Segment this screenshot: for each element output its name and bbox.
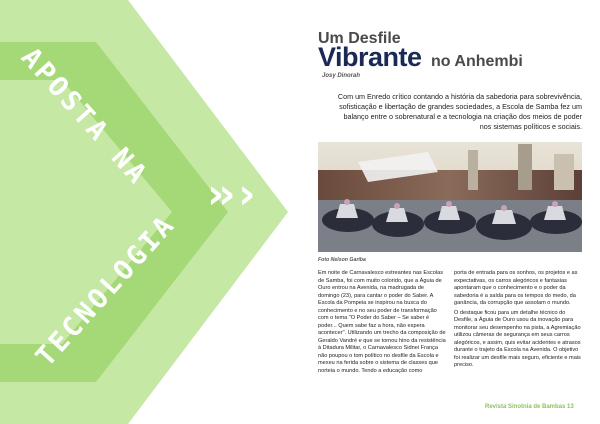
title-end: no Anhembi: [431, 53, 523, 70]
heading-line-1: APOSTA NA: [14, 42, 154, 192]
title-big: Vibrante: [318, 42, 422, 72]
body-column-2: [454, 270, 582, 372]
paragraph: Em noite de Carnavalesco estreantes nas Escolas de Samba, foi com muito colorido, que a Águia de Ouro entrou na Avenida, na madrugada de domingo (23), para cantar o poder do Saber. A Escola da Pompeia se inspirou na busca do conhecimento e no seu poder de transformação com o tema "O Poder do Saber – Se saber é poder... Quem sabe faz a hora, não espera acontecer". Utilizando um trecho da composição de Geraldo Vandré e que se tornou hino da resistência à Ditadura Militar, o Carnavalesco Sidnei França não poupou o tom político no desfile da Escola e mexeu na ferida sobre o sistema de classes que norteia o mundo. Tendo a educação como: [318, 270, 446, 374]
lead-paragraph: Com um Enredo crítico contando a história da sabedoria para sobrevivência, sofisticação e libertação de grandes sociedades, a Escola de Samba fez um balanço entre o sobrenatural e a tecnologia na criação dos meios de poder nos sistemas políticos e sociais.: [337, 92, 582, 131]
double-chevron-icon: ›› ›: [207, 169, 250, 218]
page-footer: Revista Sinotnia de Bambas 13: [485, 404, 574, 410]
parade-photo: [318, 142, 582, 252]
title-small: Um Desfile: [318, 30, 401, 47]
paragraph: porta de entrada para os sonhos, os projetos e as expectativas, os carros alegóricos e fantasias apontaram que o conhecimento e o poder da sabedoria é a saída para os tempos do medo, da ganância, da corrupção que assolam o mundo.: [454, 270, 578, 306]
parade-photo-image: [318, 142, 582, 252]
body-column-1: [318, 270, 446, 377]
author: Josy Dinorah: [322, 73, 361, 79]
paragraph: O destaque ficou para um detalhe técnico do Desfile, a Águia de Ouro usou da inovação para monitorar seu desempenho na pista, a Agremiação utilizou câmeras de segurança em seus carros alegóricos, e assim, quis evitar acidentes e atrasos durante o trajeto da Escola na Avenida. O objetivo foi realizar um desfile mais seguro, eficiente e mais preciso.: [454, 309, 581, 368]
photo-caption: Foto Nelson Gariba: [318, 257, 366, 263]
article: [300, 0, 600, 424]
heading-line-2: TECNOLOGIA: [30, 208, 182, 373]
